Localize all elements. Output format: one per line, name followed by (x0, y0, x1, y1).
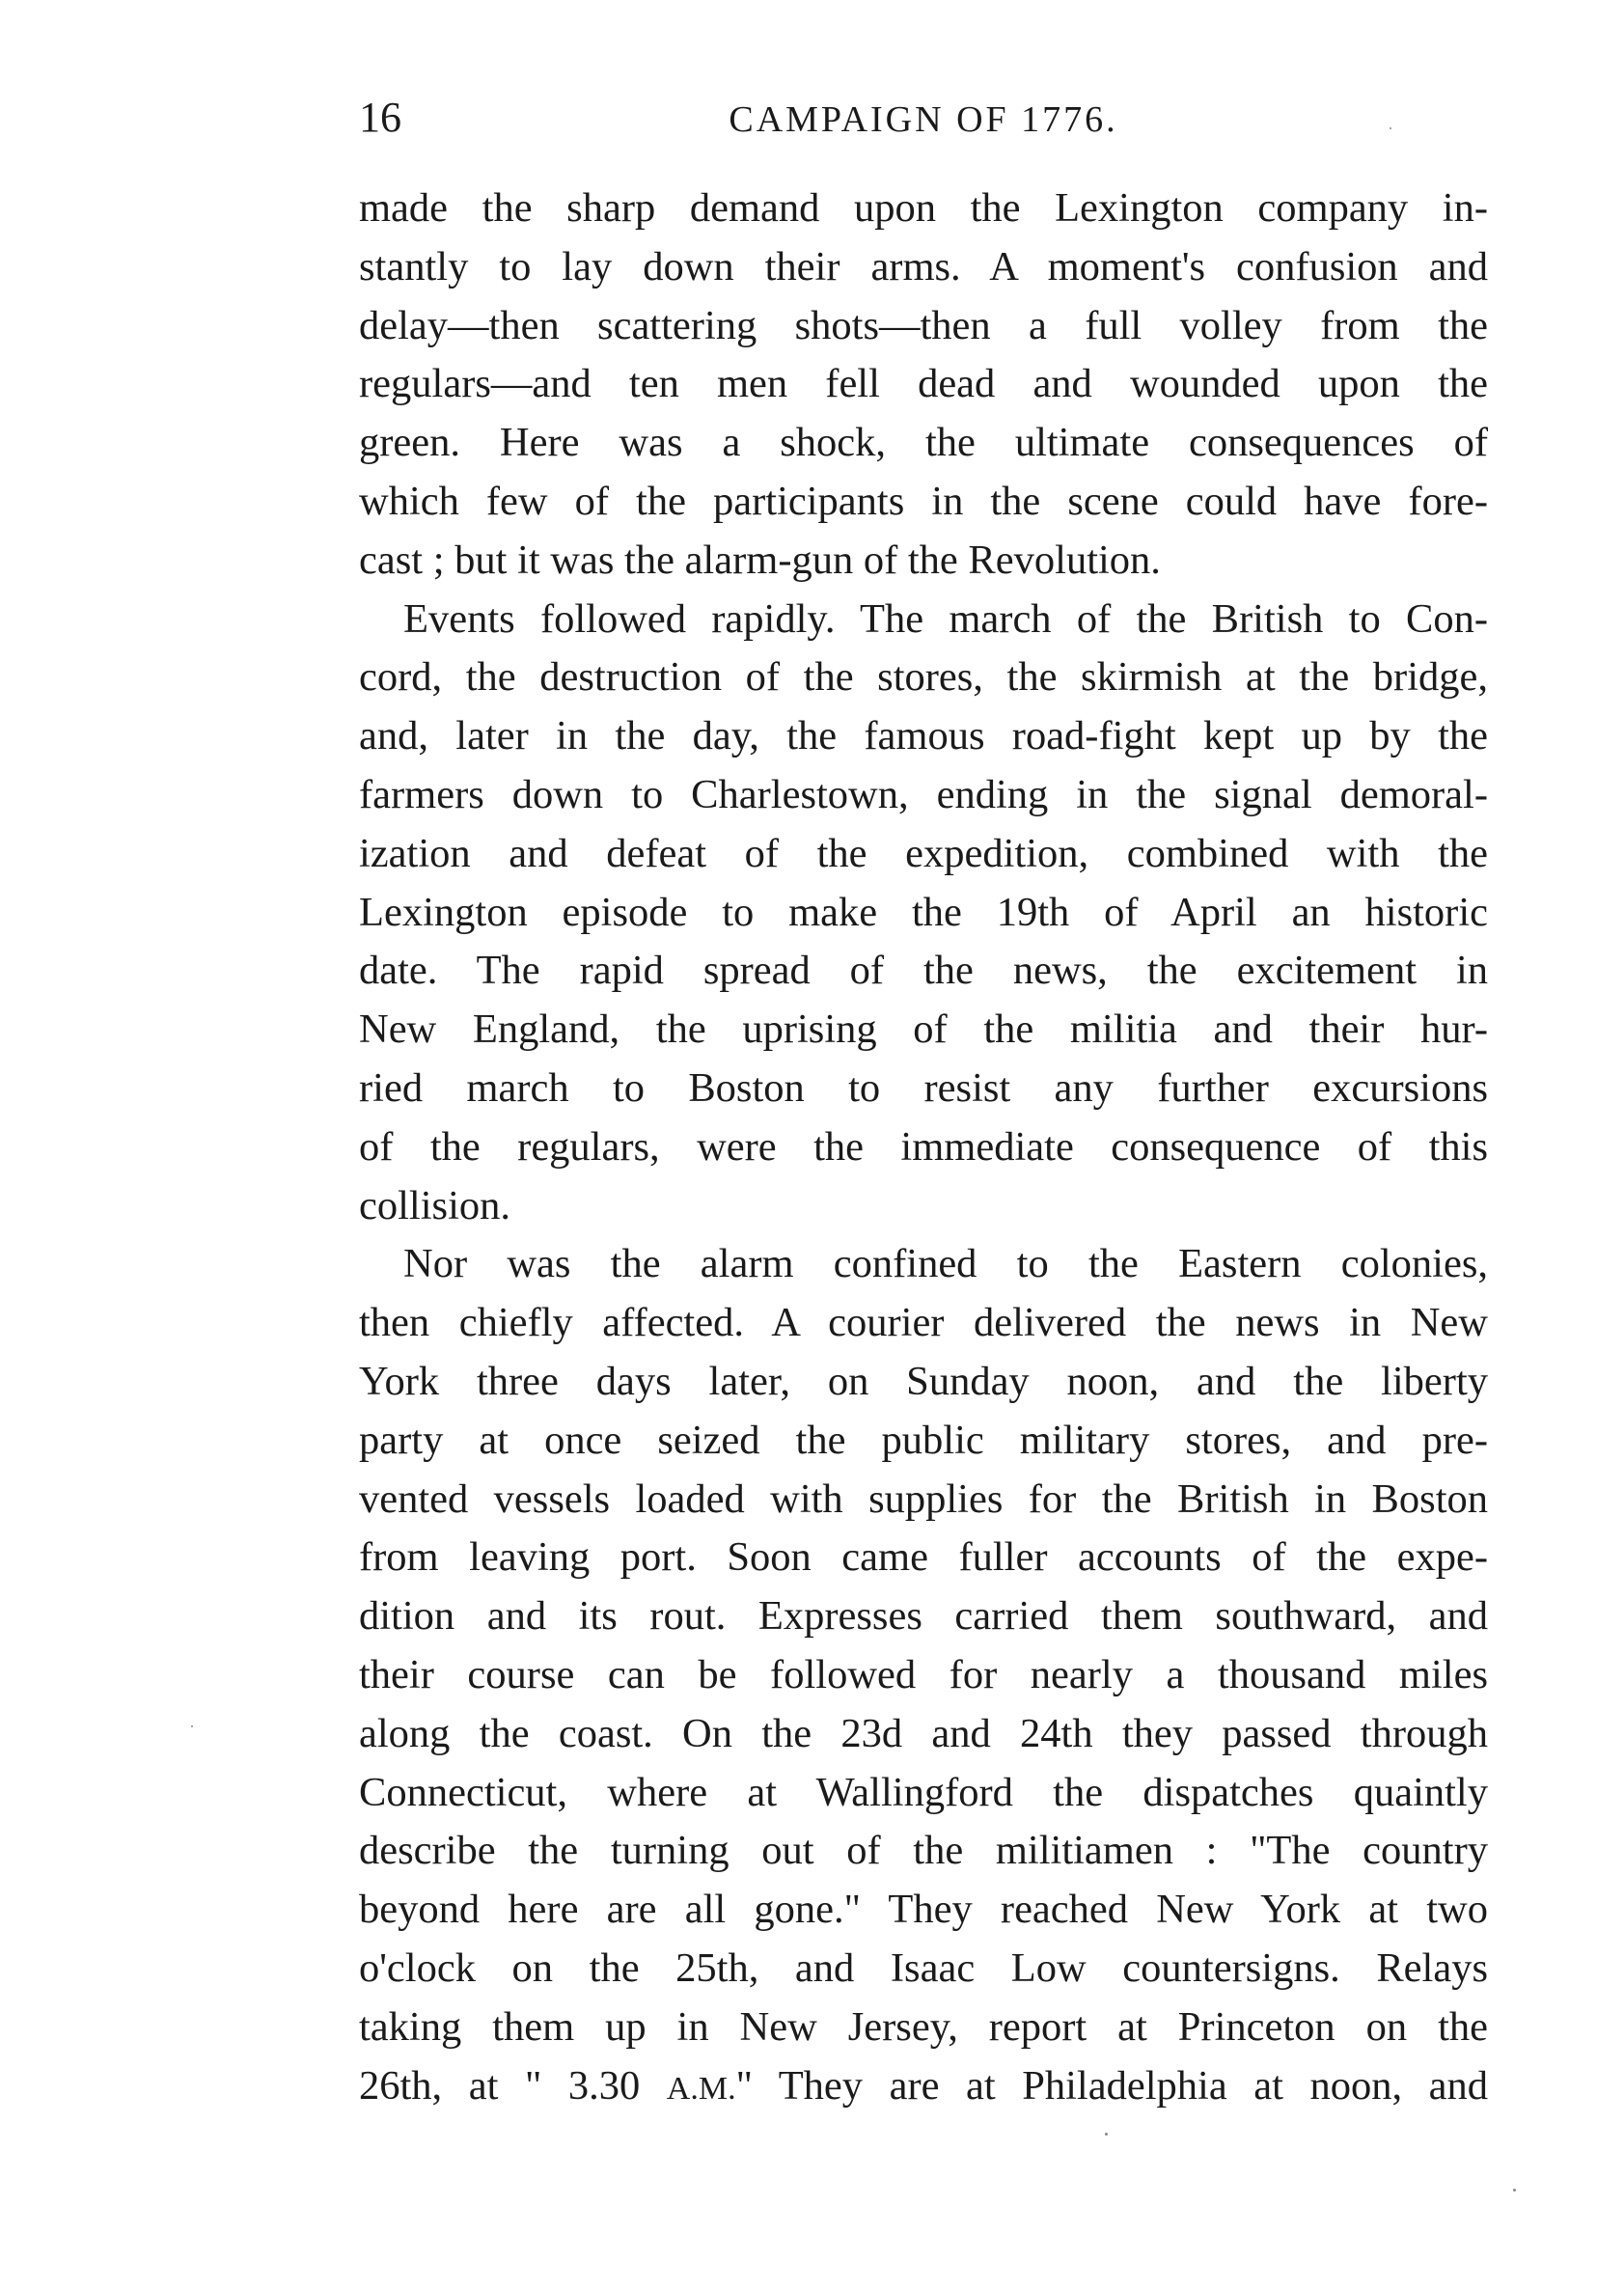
running-head (359, 93, 1488, 151)
text-line: Nor was the alarm confined to the Eastern colonies, (403, 1241, 1488, 1287)
text-line: party at once seized the public military stores, and pre- (359, 1417, 1488, 1463)
text-line: farmers down to Charlestown, ending in the signal demoral- (359, 771, 1488, 817)
text-line: beyond here are all gone." They reached New York at two (359, 1887, 1488, 1933)
body-text (359, 179, 1488, 2118)
text-line: regulars—and ten men fell dead and wounded upon the (359, 361, 1488, 407)
scan-speck (1105, 2133, 1108, 2136)
text-line: York three days later, on Sunday noon, and the liberty (359, 1358, 1488, 1404)
text-line: Lexington episode to make the 19th of April an historic (359, 889, 1488, 935)
scan-speck (1513, 2189, 1516, 2192)
text-line: stantly to lay down their arms. A moment's confusion and (359, 243, 1488, 290)
text-line: cord, the destruction of the stores, the skirmish at the bridge, (359, 654, 1488, 701)
final-line-end: " They are at Philadelphia at noon, and (735, 2062, 1489, 2109)
paragraph-3 (359, 1235, 1488, 2118)
time-abbreviation: A.M. (666, 2070, 736, 2107)
text-line: dition and its rout. Expresses carried them southward, and (359, 1593, 1488, 1640)
text-line: o'clock on the 25th, and Isaac Low countersigns. Relays (359, 1944, 1488, 1991)
scan-speck (1390, 127, 1391, 129)
text-line: ization and defeat of the expedition, combined with the (359, 830, 1488, 876)
final-line-start: 26th, at " 3.30 (359, 2062, 667, 2109)
text-line: which few of the participants in the scene could have fore- (359, 478, 1488, 524)
text-line: Events followed rapidly. The march of the British to Con- (403, 595, 1488, 642)
text-line-final (359, 2057, 1488, 2119)
paragraph-1 (359, 179, 1488, 591)
text-line: delay—then scattering shots—then a full volley from the (359, 302, 1488, 348)
text-line: from leaving port. Soon came fuller accounts of the expe- (359, 1534, 1488, 1581)
text-line: Connecticut, where at Wallingford the dispatches quaintly (359, 1769, 1488, 1815)
scan-speck (191, 1725, 193, 1727)
text-line: vented vessels loaded with supplies for the British in Boston (359, 1475, 1488, 1522)
text-line: ried march to Boston to resist any further excursions (359, 1064, 1488, 1111)
text-line: date. The rapid spread of the news, the excitement in (359, 948, 1488, 994)
text-line: along the coast. On the 23d and 24th they passed through (359, 1710, 1488, 1756)
text-line: taking them up in New Jersey, report at Princeton on the (359, 2003, 1488, 2050)
text-line: then chiefly affected. A courier delivered the news in New (359, 1300, 1488, 1346)
text-line: of the regulars, were the immediate consequence of this (359, 1123, 1488, 1170)
text-line: their course can be followed for nearly a thousand miles (359, 1651, 1488, 1697)
text-line: made the sharp demand upon the Lexington company in- (359, 185, 1488, 231)
paragraph-2 (359, 591, 1488, 1236)
text-line: collision. (359, 1182, 511, 1228)
running-title: CAMPAIGN OF 1776. (729, 99, 1118, 140)
text-line: green. Here was a shock, the ultimate consequences of (359, 420, 1488, 466)
text-line: New England, the uprising of the militia and their hur- (359, 1007, 1488, 1053)
text-line: describe the turning out of the militiamen : "The country (359, 1828, 1488, 1874)
text-line: and, later in the day, the famous road-fight kept up by the (359, 713, 1488, 759)
text-line: cast ; but it was the alarm-gun of the Revolution. (359, 537, 1161, 583)
page-number: 16 (359, 94, 401, 141)
